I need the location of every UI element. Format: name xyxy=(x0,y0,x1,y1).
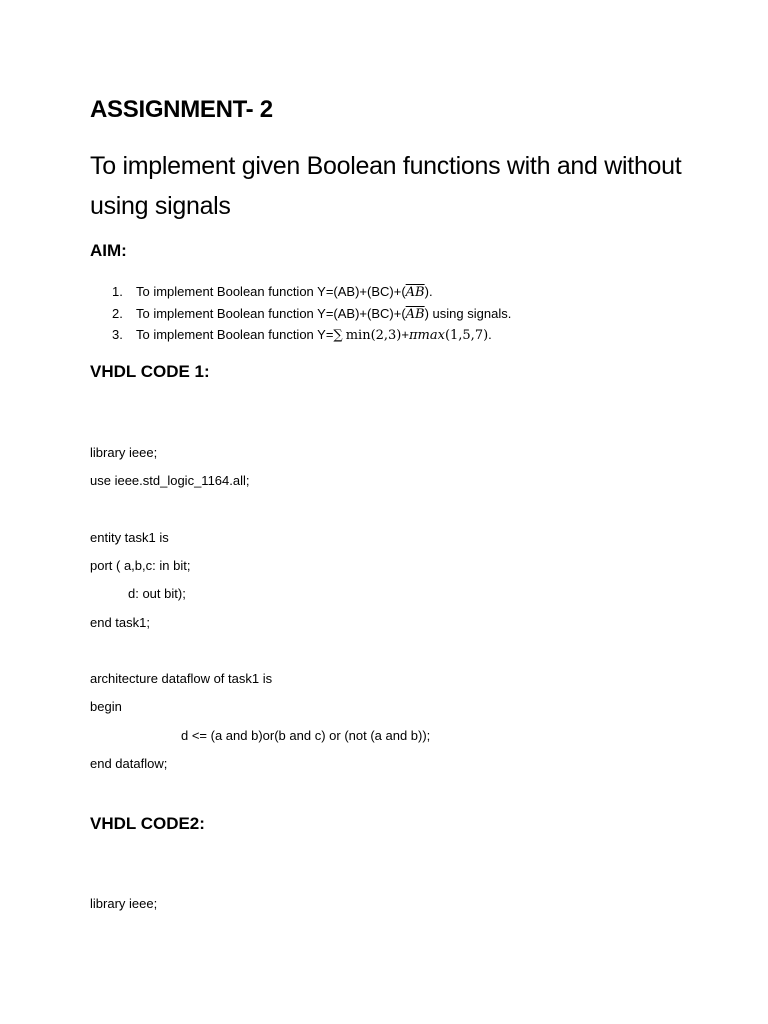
code2-heading: VHDL CODE2: xyxy=(90,814,205,833)
aim-item-1: 1. To implement Boolean function $Y=(AB)+(BC)+(\overline{AB})$. xyxy=(112,284,433,300)
code-line: d <= (a and b)or(b and c) or (not (a and b)); xyxy=(181,728,431,743)
assignment-title: To implement given Boolean functions with and without using signals xyxy=(90,152,682,220)
sum-symbol: ∑ xyxy=(333,328,343,343)
code-line: port ( a,b,c: in bit; xyxy=(90,558,191,573)
code-line: architecture dataflow of task1 is xyxy=(90,671,273,686)
code-line: library ieee; xyxy=(90,896,158,911)
assignment-heading: ASSIGNMENT- 2 xyxy=(90,96,273,123)
code-line: use ieee.std_logic_1164.all; xyxy=(90,473,250,488)
code-line: begin xyxy=(90,699,122,714)
code-line: d: out bit); xyxy=(128,586,186,601)
code1-heading: VHDL CODE 1: xyxy=(90,362,210,381)
code-line: end task1; xyxy=(90,615,150,630)
ab-bar: $\overline{AB}$ xyxy=(405,285,425,300)
ab-bar: $\overline{AB}$ xyxy=(405,306,425,322)
code-line: end dataflow; xyxy=(90,756,168,771)
code-line: library ieee; xyxy=(90,445,158,460)
aim-list xyxy=(112,282,511,347)
code-line: entity task1 is xyxy=(90,530,169,545)
aim-item-2: 2. To implement Boolean function $Y=(AB)+(BC)+(\overline{AB})$ using signals. xyxy=(112,305,512,322)
aim-heading: AIM: xyxy=(90,241,127,260)
aim-item-3: 3. To implement Boolean function Y=∑ min(2,3)+πmax(1,5,7). xyxy=(112,327,492,343)
